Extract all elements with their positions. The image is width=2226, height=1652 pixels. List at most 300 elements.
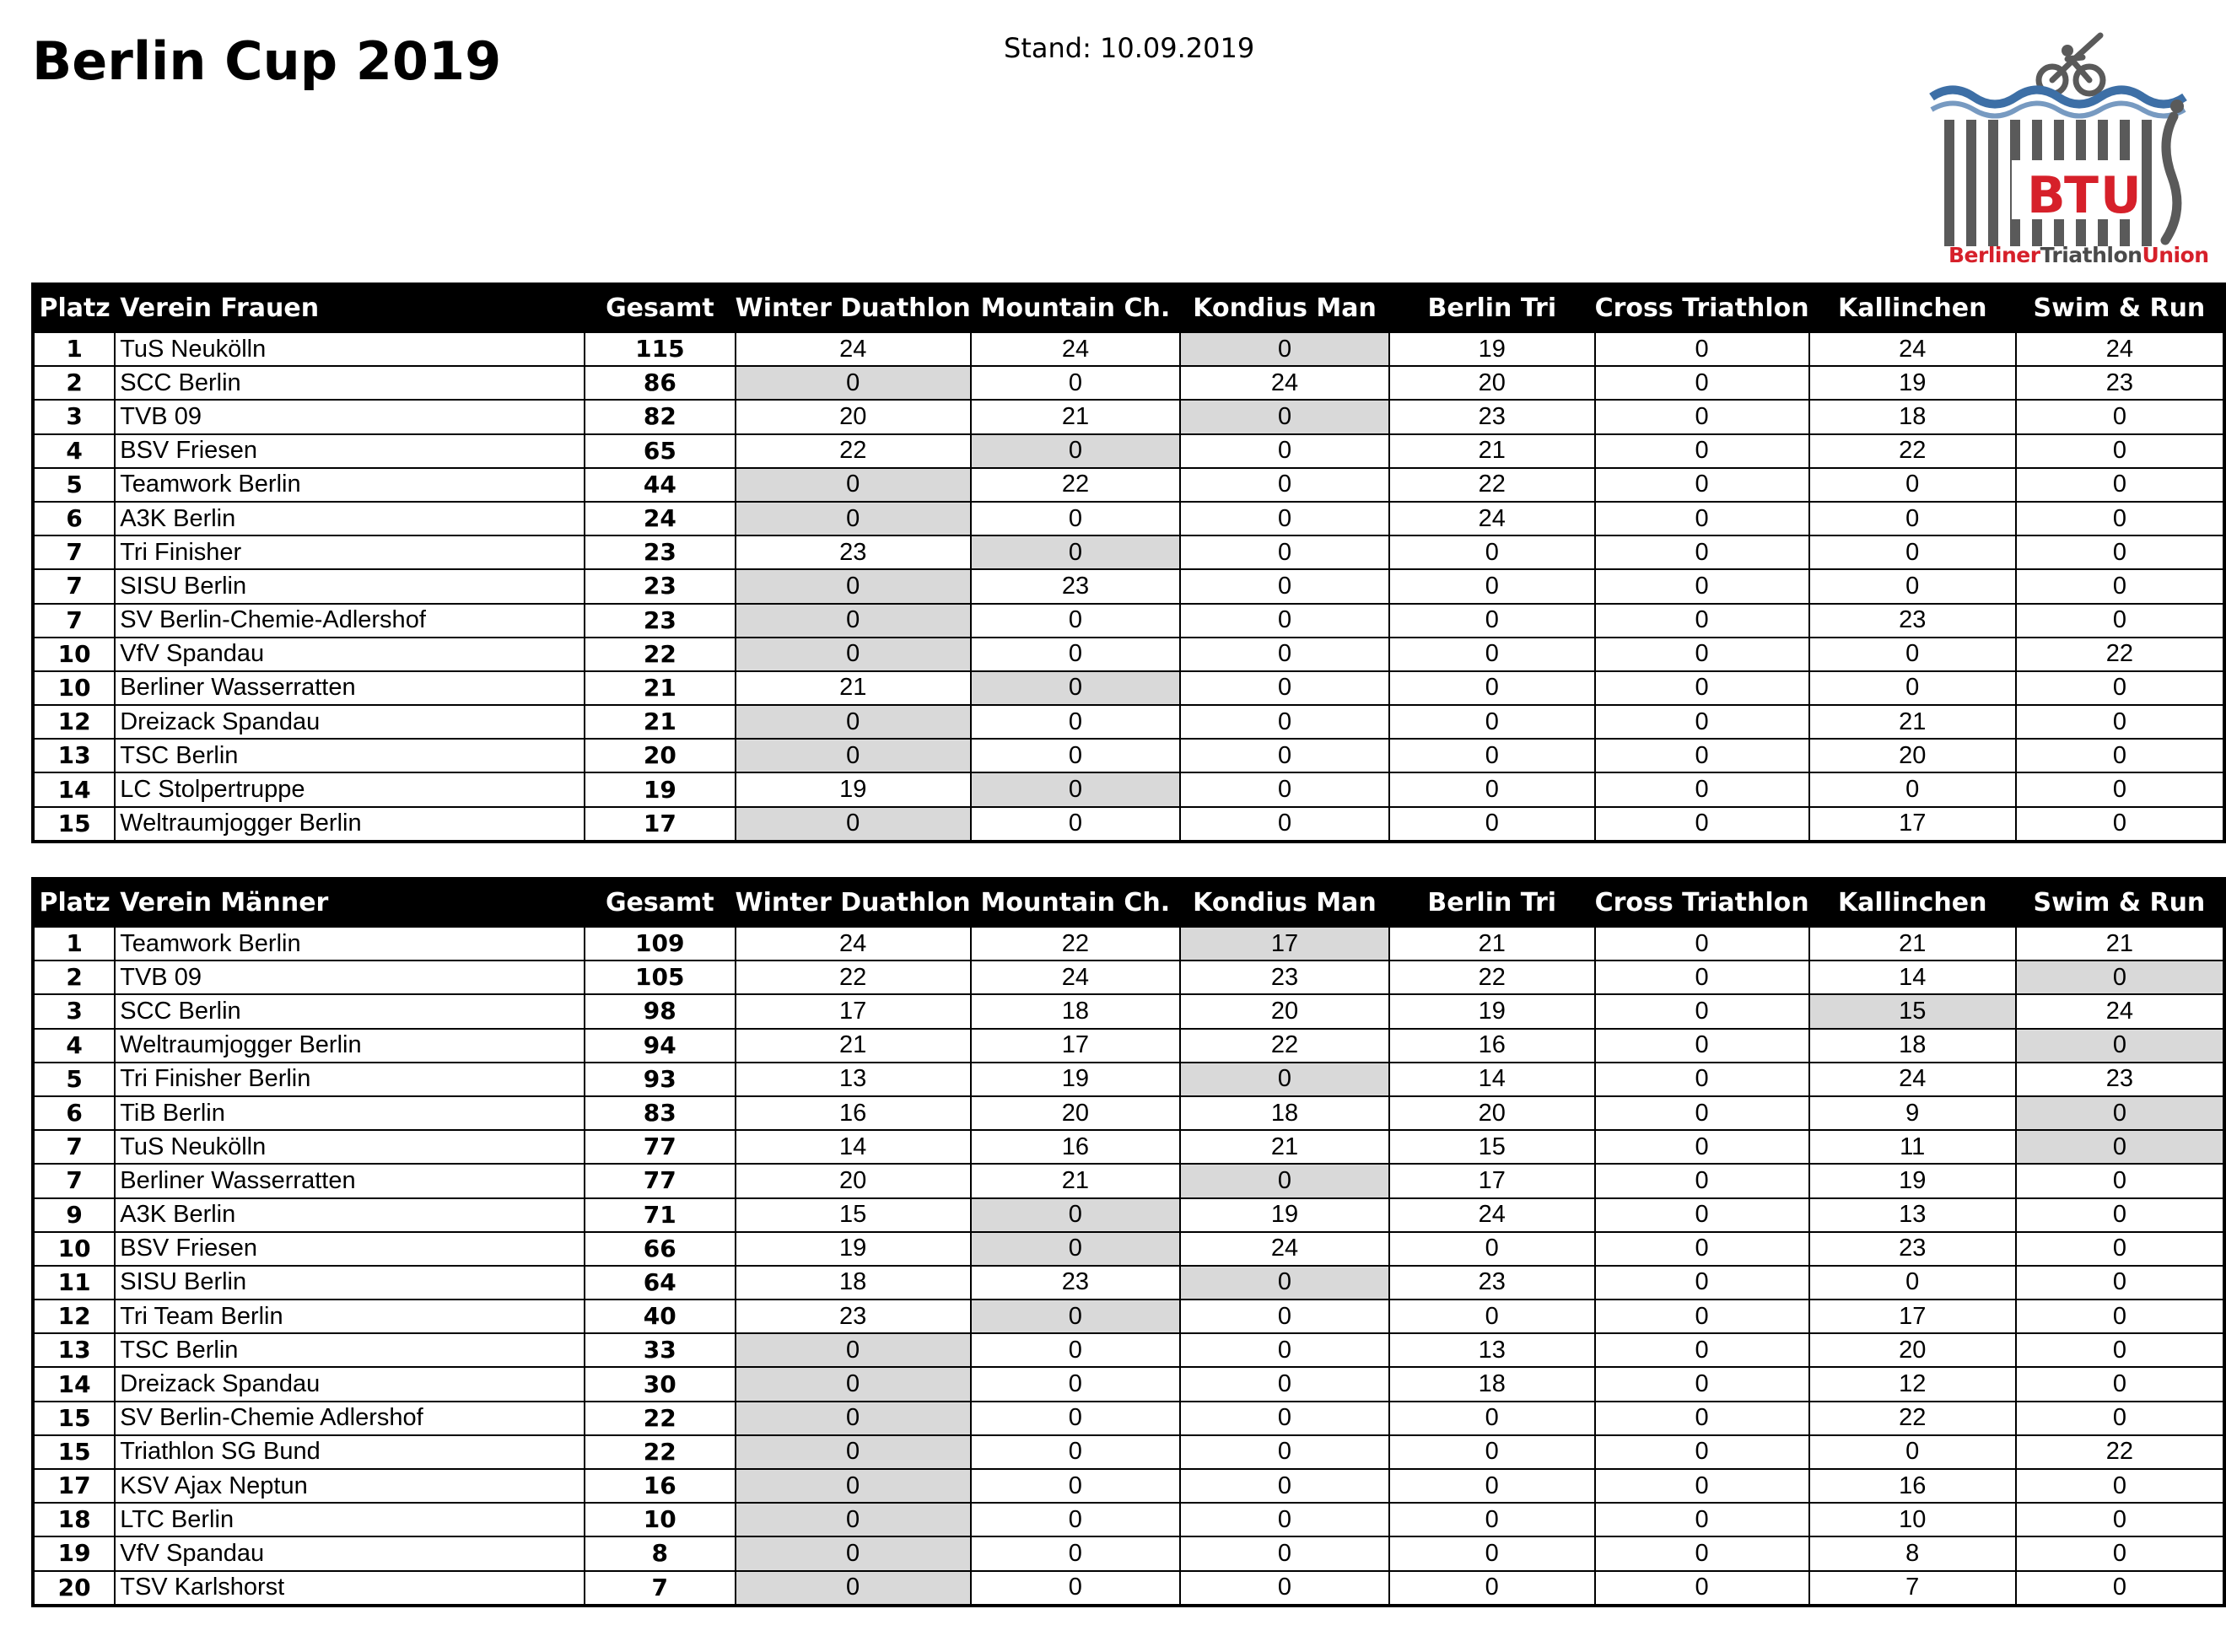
platz-cell: 2 [33, 366, 115, 400]
score-cell: 19 [736, 1232, 971, 1266]
table-row [33, 400, 2224, 433]
gesamt-cell: 93 [585, 1063, 736, 1096]
score-cell: 0 [1389, 739, 1595, 772]
score-cell: 9 [1809, 1096, 2016, 1130]
score-cell: 0 [1595, 1029, 1809, 1063]
score-cell: 14 [1389, 1063, 1595, 1096]
verein-cell: Berliner Wasserratten [115, 1164, 585, 1197]
gesamt-cell: 82 [585, 400, 736, 433]
score-cell: 13 [1809, 1198, 2016, 1232]
score-cell: 23 [1389, 400, 1595, 433]
score-cell: 23 [971, 1266, 1180, 1300]
table-row [33, 1266, 2224, 1300]
gesamt-cell: 94 [585, 1029, 736, 1063]
frauen-header-row [33, 284, 2224, 331]
score-cell: 0 [1180, 331, 1389, 366]
gesamt-cell: 22 [585, 1402, 736, 1435]
score-cell: 0 [1389, 1536, 1595, 1570]
table-row [33, 468, 2224, 502]
score-cell: 22 [2016, 1435, 2224, 1469]
score-cell: 0 [1809, 1435, 2016, 1469]
table-row [33, 502, 2224, 535]
score-cell: 23 [2016, 366, 2224, 400]
score-cell: 0 [1180, 671, 1389, 705]
score-cell: 20 [1180, 994, 1389, 1028]
score-cell: 19 [736, 772, 971, 806]
score-cell: 0 [1595, 502, 1809, 535]
gesamt-cell: 71 [585, 1198, 736, 1232]
score-cell: 0 [2016, 772, 2224, 806]
platz-cell: 11 [33, 1266, 115, 1300]
score-cell: 16 [736, 1096, 971, 1130]
score-cell: 22 [1809, 434, 2016, 468]
column-header: Kondius Man [1180, 284, 1389, 331]
gesamt-cell: 22 [585, 638, 736, 671]
verein-cell: Dreizack Spandau [115, 705, 585, 739]
score-cell: 0 [971, 1503, 1180, 1536]
column-header: Berlin Tri [1389, 284, 1595, 331]
score-cell: 0 [1595, 994, 1809, 1028]
score-cell: 0 [971, 671, 1180, 705]
score-cell: 0 [1595, 331, 1809, 366]
score-cell: 0 [1389, 535, 1595, 569]
logo-caption [1948, 243, 2209, 267]
platz-cell: 6 [33, 1096, 115, 1130]
score-cell: 21 [1180, 1130, 1389, 1164]
score-cell: 19 [971, 1063, 1180, 1096]
gesamt-cell: 23 [585, 569, 736, 603]
score-cell: 0 [1389, 569, 1595, 603]
table-row [33, 1571, 2224, 1606]
score-cell: 0 [971, 604, 1180, 638]
score-cell: 0 [1595, 1402, 1809, 1435]
verein-cell: Teamwork Berlin [115, 926, 585, 961]
column-header: Winter Duathlon [736, 284, 971, 331]
verein-cell: SV Berlin-Chemie Adlershof [115, 1402, 585, 1435]
score-cell: 14 [736, 1130, 971, 1164]
table-row [33, 1435, 2224, 1469]
score-cell: 19 [1809, 1164, 2016, 1197]
gesamt-cell: 65 [585, 434, 736, 468]
score-cell: 0 [736, 1469, 971, 1503]
score-cell: 23 [1809, 604, 2016, 638]
platz-cell: 13 [33, 739, 115, 772]
verein-cell: TSV Karlshorst [115, 1571, 585, 1606]
verein-cell: SISU Berlin [115, 1266, 585, 1300]
score-cell: 0 [971, 772, 1180, 806]
score-cell: 24 [1389, 1198, 1595, 1232]
platz-cell: 9 [33, 1198, 115, 1232]
score-cell: 0 [1389, 1503, 1595, 1536]
platz-cell: 14 [33, 1367, 115, 1401]
score-cell: 0 [1809, 569, 2016, 603]
verein-cell: Teamwork Berlin [115, 468, 585, 502]
gesamt-cell: 109 [585, 926, 736, 961]
score-cell: 0 [1180, 1063, 1389, 1096]
score-cell: 0 [1595, 468, 1809, 502]
platz-cell: 12 [33, 1300, 115, 1333]
score-cell: 0 [971, 366, 1180, 400]
column-header: Mountain Ch. [971, 879, 1180, 926]
score-cell: 0 [1595, 1333, 1809, 1367]
score-cell: 17 [1809, 807, 2016, 842]
score-cell: 0 [1180, 400, 1389, 433]
score-cell: 10 [1809, 1503, 2016, 1536]
column-header: Kallinchen [1809, 284, 2016, 331]
score-cell: 22 [2016, 638, 2224, 671]
gesamt-cell: 23 [585, 604, 736, 638]
score-cell: 0 [1595, 961, 1809, 994]
score-cell: 0 [2016, 1232, 2224, 1266]
score-cell: 0 [2016, 1536, 2224, 1570]
score-cell: 0 [1180, 1164, 1389, 1197]
platz-cell: 10 [33, 1232, 115, 1266]
verein-cell: TSC Berlin [115, 739, 585, 772]
table-row [33, 1164, 2224, 1197]
score-cell: 0 [2016, 468, 2224, 502]
column-header: Gesamt [585, 284, 736, 331]
score-cell: 0 [2016, 1469, 2224, 1503]
score-cell: 0 [1595, 1571, 1809, 1606]
score-cell: 24 [1809, 1063, 2016, 1096]
score-cell: 0 [1595, 1096, 1809, 1130]
column-header: Mountain Ch. [971, 284, 1180, 331]
verein-cell: TVB 09 [115, 961, 585, 994]
platz-cell: 10 [33, 638, 115, 671]
verein-cell: Tri Team Berlin [115, 1300, 585, 1333]
score-cell: 22 [1180, 1029, 1389, 1063]
score-cell: 0 [2016, 400, 2224, 433]
score-cell: 0 [971, 1198, 1180, 1232]
score-cell: 0 [1180, 739, 1389, 772]
score-cell: 0 [736, 604, 971, 638]
score-cell: 0 [1389, 671, 1595, 705]
score-cell: 0 [1389, 604, 1595, 638]
gesamt-cell: 20 [585, 739, 736, 772]
score-cell: 0 [1180, 434, 1389, 468]
score-cell: 17 [971, 1029, 1180, 1063]
logo-letter-b: B [2027, 166, 2066, 225]
score-cell: 21 [1809, 705, 2016, 739]
score-cell: 0 [1180, 1402, 1389, 1435]
score-cell: 0 [1180, 1503, 1389, 1536]
score-cell: 24 [971, 331, 1180, 366]
logo-caption-union: Union [2142, 243, 2209, 267]
score-cell: 0 [1389, 807, 1595, 842]
score-cell: 0 [1595, 772, 1809, 806]
score-cell: 23 [1809, 1232, 2016, 1266]
score-cell: 18 [736, 1266, 971, 1300]
score-cell: 0 [1595, 1469, 1809, 1503]
score-cell: 0 [1180, 1469, 1389, 1503]
platz-cell: 6 [33, 502, 115, 535]
score-cell: 0 [736, 502, 971, 535]
verein-cell: Tri Finisher Berlin [115, 1063, 585, 1096]
score-cell: 16 [1809, 1469, 2016, 1503]
column-header: Verein Frauen [115, 284, 585, 331]
gesamt-cell: 83 [585, 1096, 736, 1130]
score-cell: 0 [971, 638, 1180, 671]
score-cell: 20 [1809, 739, 2016, 772]
score-cell: 0 [1180, 502, 1389, 535]
score-cell: 0 [1595, 1435, 1809, 1469]
verein-cell: TiB Berlin [115, 1096, 585, 1130]
column-header: Berlin Tri [1389, 879, 1595, 926]
score-cell: 22 [736, 434, 971, 468]
score-cell: 0 [2016, 502, 2224, 535]
score-cell: 24 [971, 961, 1180, 994]
score-cell: 24 [2016, 994, 2224, 1028]
score-cell: 0 [2016, 535, 2224, 569]
score-cell: 0 [1389, 1300, 1595, 1333]
score-cell: 0 [1809, 468, 2016, 502]
score-cell: 0 [1595, 807, 1809, 842]
platz-cell: 19 [33, 1536, 115, 1570]
score-cell: 0 [2016, 1198, 2224, 1232]
score-cell: 20 [1389, 366, 1595, 400]
score-cell: 0 [1809, 1266, 2016, 1300]
score-cell: 0 [736, 366, 971, 400]
score-cell: 18 [1809, 1029, 2016, 1063]
score-cell: 13 [736, 1063, 971, 1096]
score-cell: 0 [1809, 502, 2016, 535]
score-cell: 21 [1809, 926, 2016, 961]
score-cell: 0 [1809, 638, 2016, 671]
score-cell: 21 [2016, 926, 2224, 961]
score-cell: 0 [1809, 671, 2016, 705]
score-cell: 0 [1389, 705, 1595, 739]
column-header: Platz [33, 284, 115, 331]
verein-cell: Berliner Wasserratten [115, 671, 585, 705]
score-cell: 17 [1389, 1164, 1595, 1197]
column-header: Cross Triathlon [1595, 284, 1809, 331]
score-cell: 0 [1595, 1130, 1809, 1164]
gesamt-cell: 66 [585, 1232, 736, 1266]
score-cell: 17 [1809, 1300, 2016, 1333]
frauen-ranking-table [31, 283, 2226, 843]
gesamt-cell: 24 [585, 502, 736, 535]
table-row [33, 366, 2224, 400]
table-row [33, 994, 2224, 1028]
gesamt-cell: 19 [585, 772, 736, 806]
score-cell: 21 [971, 400, 1180, 433]
score-cell: 24 [1180, 1232, 1389, 1266]
score-cell: 18 [1809, 400, 2016, 433]
score-cell: 0 [1595, 569, 1809, 603]
score-cell: 21 [1389, 434, 1595, 468]
score-cell: 0 [1389, 1469, 1595, 1503]
platz-cell: 7 [33, 1130, 115, 1164]
logo-letter-t: T [2064, 166, 2099, 225]
score-cell: 0 [1595, 366, 1809, 400]
table-row [33, 1029, 2224, 1063]
verein-cell: BSV Friesen [115, 1232, 585, 1266]
btu-logo [1927, 25, 2209, 278]
logo-letter-u: U [2100, 166, 2142, 225]
score-cell: 22 [971, 926, 1180, 961]
column-header: Verein Männer [115, 879, 585, 926]
maenner-rows [33, 926, 2224, 1606]
table-row [33, 961, 2224, 994]
platz-cell: 5 [33, 1063, 115, 1096]
platz-cell: 7 [33, 604, 115, 638]
platz-cell: 4 [33, 1029, 115, 1063]
score-cell: 0 [1180, 1435, 1389, 1469]
score-cell: 0 [1180, 1266, 1389, 1300]
gesamt-cell: 77 [585, 1130, 736, 1164]
score-cell: 0 [971, 1300, 1180, 1333]
score-cell: 19 [1389, 994, 1595, 1028]
verein-cell: TVB 09 [115, 400, 585, 433]
platz-cell: 5 [33, 468, 115, 502]
platz-cell: 15 [33, 1402, 115, 1435]
score-cell: 24 [736, 331, 971, 366]
score-cell: 0 [736, 1536, 971, 1570]
score-cell: 21 [1389, 926, 1595, 961]
table-row [33, 604, 2224, 638]
gesamt-cell: 21 [585, 671, 736, 705]
score-cell: 0 [971, 705, 1180, 739]
score-cell: 0 [1595, 1503, 1809, 1536]
score-cell: 0 [1180, 1300, 1389, 1333]
score-cell: 19 [1389, 331, 1595, 366]
score-cell: 0 [736, 1367, 971, 1401]
score-cell: 0 [1180, 1333, 1389, 1367]
platz-cell: 7 [33, 569, 115, 603]
column-header: Kallinchen [1809, 879, 2016, 926]
verein-cell: SV Berlin-Chemie-Adlershof [115, 604, 585, 638]
score-cell: 18 [1180, 1096, 1389, 1130]
score-cell: 24 [1809, 331, 2016, 366]
score-cell: 0 [736, 739, 971, 772]
table-row [33, 705, 2224, 739]
score-cell: 8 [1809, 1536, 2016, 1570]
score-cell: 0 [2016, 1164, 2224, 1197]
score-cell: 0 [1180, 638, 1389, 671]
table-row [33, 1063, 2224, 1096]
table-row [33, 926, 2224, 961]
score-cell: 0 [1180, 535, 1389, 569]
logo-wave [1932, 90, 2185, 105]
table-row [33, 671, 2224, 705]
gesamt-cell: 64 [585, 1266, 736, 1300]
table-row [33, 739, 2224, 772]
score-cell: 0 [736, 705, 971, 739]
score-cell: 17 [1180, 926, 1389, 961]
score-cell: 0 [736, 638, 971, 671]
score-cell: 18 [971, 994, 1180, 1028]
score-cell: 24 [736, 926, 971, 961]
verein-cell: A3K Berlin [115, 1198, 585, 1232]
maenner-header-row [33, 879, 2224, 926]
score-cell: 0 [2016, 1367, 2224, 1401]
score-cell: 20 [971, 1096, 1180, 1130]
gesamt-cell: 86 [585, 366, 736, 400]
platz-cell: 7 [33, 535, 115, 569]
score-cell: 23 [971, 569, 1180, 603]
score-cell: 0 [1595, 400, 1809, 433]
logo-caption-triathlon: Triathlon [2040, 243, 2142, 267]
score-cell: 20 [1809, 1333, 2016, 1367]
verein-cell: SCC Berlin [115, 994, 585, 1028]
verein-cell: LC Stolpertruppe [115, 772, 585, 806]
table-row [33, 772, 2224, 806]
score-cell: 15 [736, 1198, 971, 1232]
score-cell: 0 [1595, 604, 1809, 638]
score-cell: 21 [971, 1164, 1180, 1197]
score-cell: 0 [736, 1503, 971, 1536]
score-cell: 0 [971, 535, 1180, 569]
score-cell: 11 [1809, 1130, 2016, 1164]
score-cell: 0 [1180, 604, 1389, 638]
score-cell: 0 [2016, 1333, 2224, 1367]
table-row [33, 569, 2224, 603]
score-cell: 23 [2016, 1063, 2224, 1096]
column-header: Gesamt [585, 879, 736, 926]
platz-cell: 20 [33, 1571, 115, 1606]
verein-cell: Tri Finisher [115, 535, 585, 569]
score-cell: 22 [971, 468, 1180, 502]
score-cell: 22 [736, 961, 971, 994]
score-cell: 0 [971, 502, 1180, 535]
score-cell: 15 [1809, 994, 2016, 1028]
verein-cell: Weltraumjogger Berlin [115, 1029, 585, 1063]
score-cell: 0 [971, 739, 1180, 772]
gesamt-cell: 17 [585, 807, 736, 842]
score-cell: 0 [1595, 1367, 1809, 1401]
table-row [33, 638, 2224, 671]
table-row [33, 1367, 2224, 1401]
score-cell: 0 [971, 434, 1180, 468]
verein-cell: Dreizack Spandau [115, 1367, 585, 1401]
score-cell: 0 [1389, 1402, 1595, 1435]
table-row [33, 1503, 2224, 1536]
score-cell: 0 [2016, 671, 2224, 705]
score-cell: 0 [2016, 434, 2224, 468]
verein-cell: SISU Berlin [115, 569, 585, 603]
score-cell: 22 [1809, 1402, 2016, 1435]
score-cell: 13 [1389, 1333, 1595, 1367]
score-cell: 16 [971, 1130, 1180, 1164]
score-cell: 22 [1389, 961, 1595, 994]
score-cell: 0 [2016, 1029, 2224, 1063]
gesamt-cell: 77 [585, 1164, 736, 1197]
score-cell: 0 [736, 1435, 971, 1469]
score-cell: 0 [2016, 1571, 2224, 1606]
verein-cell: A3K Berlin [115, 502, 585, 535]
score-cell: 0 [736, 1402, 971, 1435]
gesamt-cell: 8 [585, 1536, 736, 1570]
score-cell: 0 [1389, 1232, 1595, 1266]
table-row [33, 1198, 2224, 1232]
verein-cell: BSV Friesen [115, 434, 585, 468]
score-cell: 0 [1595, 1198, 1809, 1232]
gesamt-cell: 23 [585, 535, 736, 569]
score-cell: 0 [1595, 535, 1809, 569]
verein-cell: TuS Neukölln [115, 1130, 585, 1164]
verein-cell: LTC Berlin [115, 1503, 585, 1536]
score-cell: 0 [1595, 1164, 1809, 1197]
score-cell: 0 [2016, 1300, 2224, 1333]
table-row [33, 1536, 2224, 1570]
score-cell: 0 [1180, 705, 1389, 739]
score-cell: 0 [2016, 1266, 2224, 1300]
score-cell: 0 [736, 807, 971, 842]
score-cell: 0 [1180, 1571, 1389, 1606]
table-row [33, 434, 2224, 468]
score-cell: 0 [971, 1232, 1180, 1266]
score-cell: 19 [1809, 366, 2016, 400]
